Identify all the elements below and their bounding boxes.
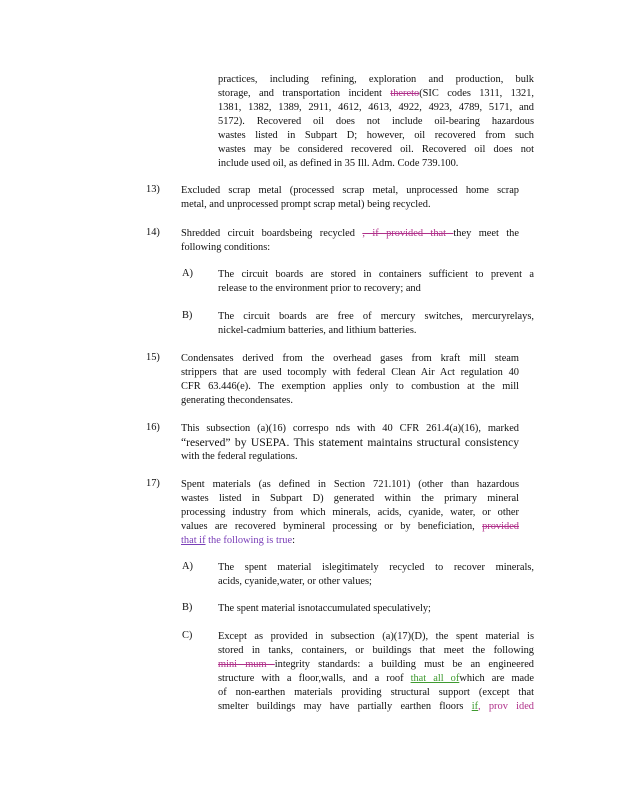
item-14b-text: The circuit boards are free of mercury switches, mercuryrelays, nickel-cadmium batteries, and lithium batteries. (218, 311, 534, 336)
item-17c-label: C) (182, 630, 193, 641)
intro-paragraph (218, 73, 534, 171)
deleted-text: , if provided that (362, 228, 454, 239)
item-13-text: Excluded scrap metal (processed scrap metal, unprocessed home scrap metal, and unprocessed prompt scrap metal) being recycled. (181, 185, 519, 210)
item-17a-text: The spent material islegitimately recycled to recover minerals, acids, cyanide,water, or other values; (218, 562, 534, 587)
intro-line-5: wastes listed in Subpart D; however, oil recovered from such (218, 130, 534, 141)
item-17c-text: Except as provided in subsection (a)(17)(D), the spent material is stored in tanks, containers, or buildings that meet the following mini mum integrity standards: a building must be an engineered structure with a floor,walls, and a roof that all ofwhich are made of non-earthen materials providing structural support (except that smelter buildings may have partially earthen floors if, prov ided (218, 631, 535, 712)
item-16-text: This subsection (a)(16) correspo nds with 40 CFR 261.4(a)(16), marked “reserved” by USEPA. This statement maintains structural consistency with the federal regulations. (181, 423, 519, 462)
item-15-text: Condensates derived from the overhead gases from kraft mill steam strippers that are used tocomply with federal Clean Air Act regulation 40 CFR 63.446(e). The exemption applies only to combustion at the mill generating thecondensates. (181, 353, 519, 406)
item-14-number: 14) (146, 227, 160, 238)
item-14b-label: B) (182, 310, 193, 321)
inserted-text: if (471, 701, 479, 712)
item-17b-label: B) (182, 602, 193, 613)
intro-line-2: storage, and transportation incident thereto(SIC codes 1311, 1321, (218, 88, 534, 99)
intro-line-6: wastes may be considered recovered oil. Recovered oil does not (218, 144, 534, 155)
intro-line-3: 1381, 1382, 1389, 2911, 4612, 4613, 4922, 4923, 4789, 5171, and (218, 102, 534, 113)
intro-line-1: practices, including refining, exploration and production, bulk (218, 74, 534, 85)
inserted-text: , prov ided (478, 701, 535, 712)
inserted-text: that if (181, 535, 206, 546)
deleted-text: thereto (390, 88, 420, 99)
item-14a-text: The circuit boards are stored in containers sufficient to prevent a release to the environment prior to recovery; and (218, 269, 534, 294)
intro-line-7: include used oil, as defined in 35 Ill. Adm. Code 739.100. (218, 158, 459, 169)
item-17b-text: The spent material isnotaccumulated speculatively; (218, 603, 431, 614)
item-14-text: Shredded circuit boardsbeing recycled , if provided that they meet the following conditions: (181, 228, 519, 253)
intro-line-4: 5172). Recovered oil does not include oil-bearing hazardous (218, 116, 534, 127)
item-16-number: 16) (146, 422, 160, 433)
item-17-text: Spent materials (as defined in Section 721.101) (other than hazardous wastes listed in Subpart D) generated within the primary mineral processing industry from which minerals, acids, cyanide, water, or other values are recovered bymineral processing or by beneficiation, provided that if the following is true: (181, 479, 519, 546)
inserted-text: that all of (410, 673, 460, 684)
item-13-number: 13) (146, 184, 160, 195)
item-17a-label: A) (182, 561, 193, 572)
item-14a-label: A) (182, 268, 193, 279)
item-15-number: 15) (146, 352, 160, 363)
deleted-text: mini mum (218, 659, 275, 670)
deleted-text: provided (482, 521, 519, 532)
item-17-number: 17) (146, 478, 160, 489)
